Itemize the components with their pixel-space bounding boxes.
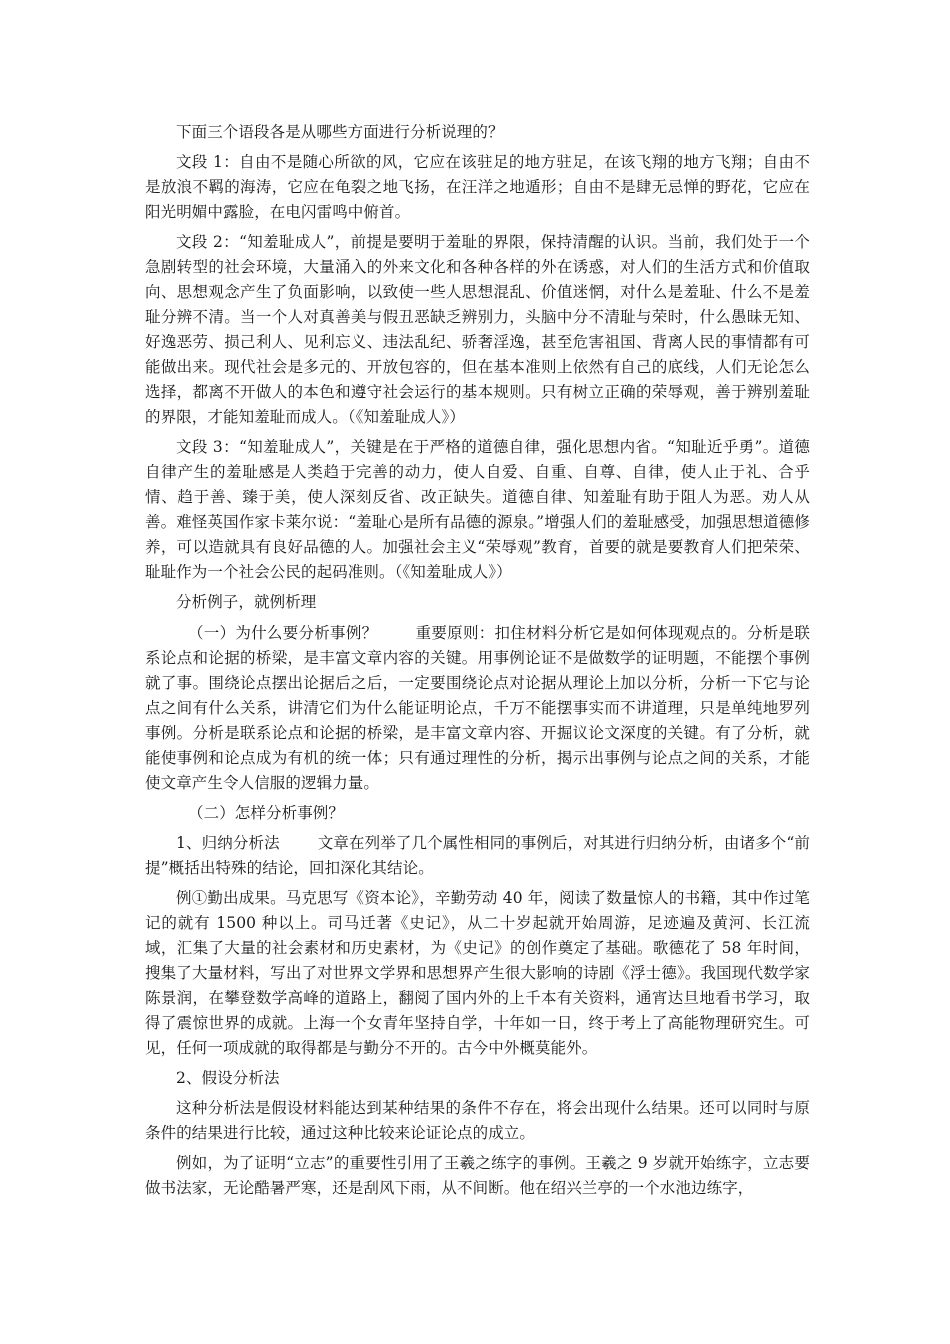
example-2: 例如，为了证明“立志”的重要性引用了王羲之练字的事例。王羲之 9 岁就开始练字，立志要做书法家，无论酷暑严寒，还是刮风下雨，从不间断。他在绍兴兰亭的一个水池边练字， (145, 1154, 810, 1197)
method-2-body: 这种分析法是假设材料能达到某种结果的条件不存在，将会出现什么结果。还可以同时与原条件的结果进行比较，通过这种比较来论证论点的成立。 (145, 1099, 810, 1142)
subsection-1-title: （一）为什么要分析事例？ (188, 624, 378, 642)
paragraph-1: 文段 1：自由不是随心所欲的风，它应在该驻足的地方驻足，在该飞翔的地方飞翔；自由不是放浪不羁的海涛，它应在龟裂之地飞扬，在汪洋之地遁形；自由不是肆无忌惮的野花，它应在阳光明媚中露脸，在电闪雷鸣中俯首。 (145, 153, 810, 221)
example-1: 例①勤出成果。马克思写《资本论》，辛勤劳动 40 年，阅读了数量惊人的书籍，其中作过笔记的就有 1500 种以上。司马迁著《史记》，从二十岁起就开始周游，足迹遍及黄河、长江流域，汇集了大量的社会素材和历史素材，为《史记》的创作奠定了基础。歌德花了 58 年时间，搜集了大量材料，写出了对世界文学界和思想界产生很大影响的诗剧《浮士德》。我国现代数学家陈景润，在攀登数学高峰的道路上，翻阅了国内外的上千本有关资料，通宵达旦地看书学习，取得了震惊世界的成就。上海一个女青年坚持自学，十年如一日，终于考上了高能物理研究生。可见，任何一项成就的取得都是与勤分不开的。古今中外概莫能外。 (145, 889, 810, 1057)
document-page (145, 120, 810, 1206)
question-line: 下面三个语段各是从哪些方面进行分析说理的？ (176, 123, 504, 141)
method-2-title: 2、假设分析法 (176, 1069, 280, 1087)
paragraph-3: 文段 3：“知羞耻成人”，关键是在于严格的道德自律，强化思想内省。“知耻近乎勇”。道德自律产生的羞耻感是人类趋于完善的动力，使人自爱、自重、自尊、自律，使人止于礼、合乎情、趋于善、臻于美，使人深刻反省、改正缺失。道德自律、知羞耻有助于阻人为恶。劝人从善。难怪英国作家卡莱尔说：“羞耻心是所有品德的源泉。”增强人们的羞耻感受，加强思想道德修养，可以造就具有良好品德的人。加强社会主义“荣辱观”教育，首要的就是要教育人们把荣荣、耻耻作为一个社会公民的起码准则。（《知羞耻成人》） (145, 438, 810, 581)
method-1-body: 文章在列举了几个属性相同的事例后，对其进行归纳分析，由诸多个“前提”概括出特殊的结论，回扣深化其结论。 (145, 834, 810, 877)
method-1-title: 1、归纳分析法 (176, 834, 280, 852)
subsection-2-title: （二）怎样分析事例？ (188, 804, 345, 822)
subsection-1 (145, 621, 810, 796)
method-1 (145, 831, 810, 881)
paragraph-2: 文段 2：“知羞耻成人”，前提是要明于羞耻的界限，保持清醒的认识。当前，我们处于一个急剧转型的社会环境，大量涌入的外来文化和各种各样的外在诱惑，对人们的生活方式和价值取向、思想观念产生了负面影响，以致使一些人思想混乱、价值迷惘，对什么是羞耻、什么不是羞耻分辨不清。当一个人对真善美与假丑恶缺乏辨别力，头脑中分不清耻与荣时，什么愚昧无知、好逸恶劳、损己利人、见利忘义、违法乱纪、骄奢淫逸，甚至危害祖国、背离人民的事情都有可能做出来。现代社会是多元的、开放包容的，但在基本准则上依然有自己的底线，人们无论怎么选择，都离不开做人的本色和遵守社会运行的基本规则。只有树立正确的荣辱观，善于辨别羞耻的界限，才能知羞耻而成人。（《知羞耻成人》） (145, 233, 810, 426)
subsection-1-body: 重要原则：扣住材料分析它是如何体现观点的。分析是联系论点和论据的桥梁，是丰富文章内容的关键。用事例论证不是做数学的证明题，不能摆个事例就了事。围绕论点摆出论据后之后，一定要围绕论点对论据从理论上加以分析，分析一下它与论点之间有什么关系，讲清它们为什么能证明论点，千万不能摆事实而不讲道理，只是单纯地罗列事例。分析是联系论点和论据的桥梁，是丰富文章内容、开掘议论文深度的关键。有了分析，就能使事例和论点成为有机的统一体；只有通过理性的分析，揭示出事例与论点之间的关系，才能使文章产生令人信服的逻辑力量。 (145, 624, 810, 792)
section-title: 分析例子，就例析理 (176, 593, 317, 611)
